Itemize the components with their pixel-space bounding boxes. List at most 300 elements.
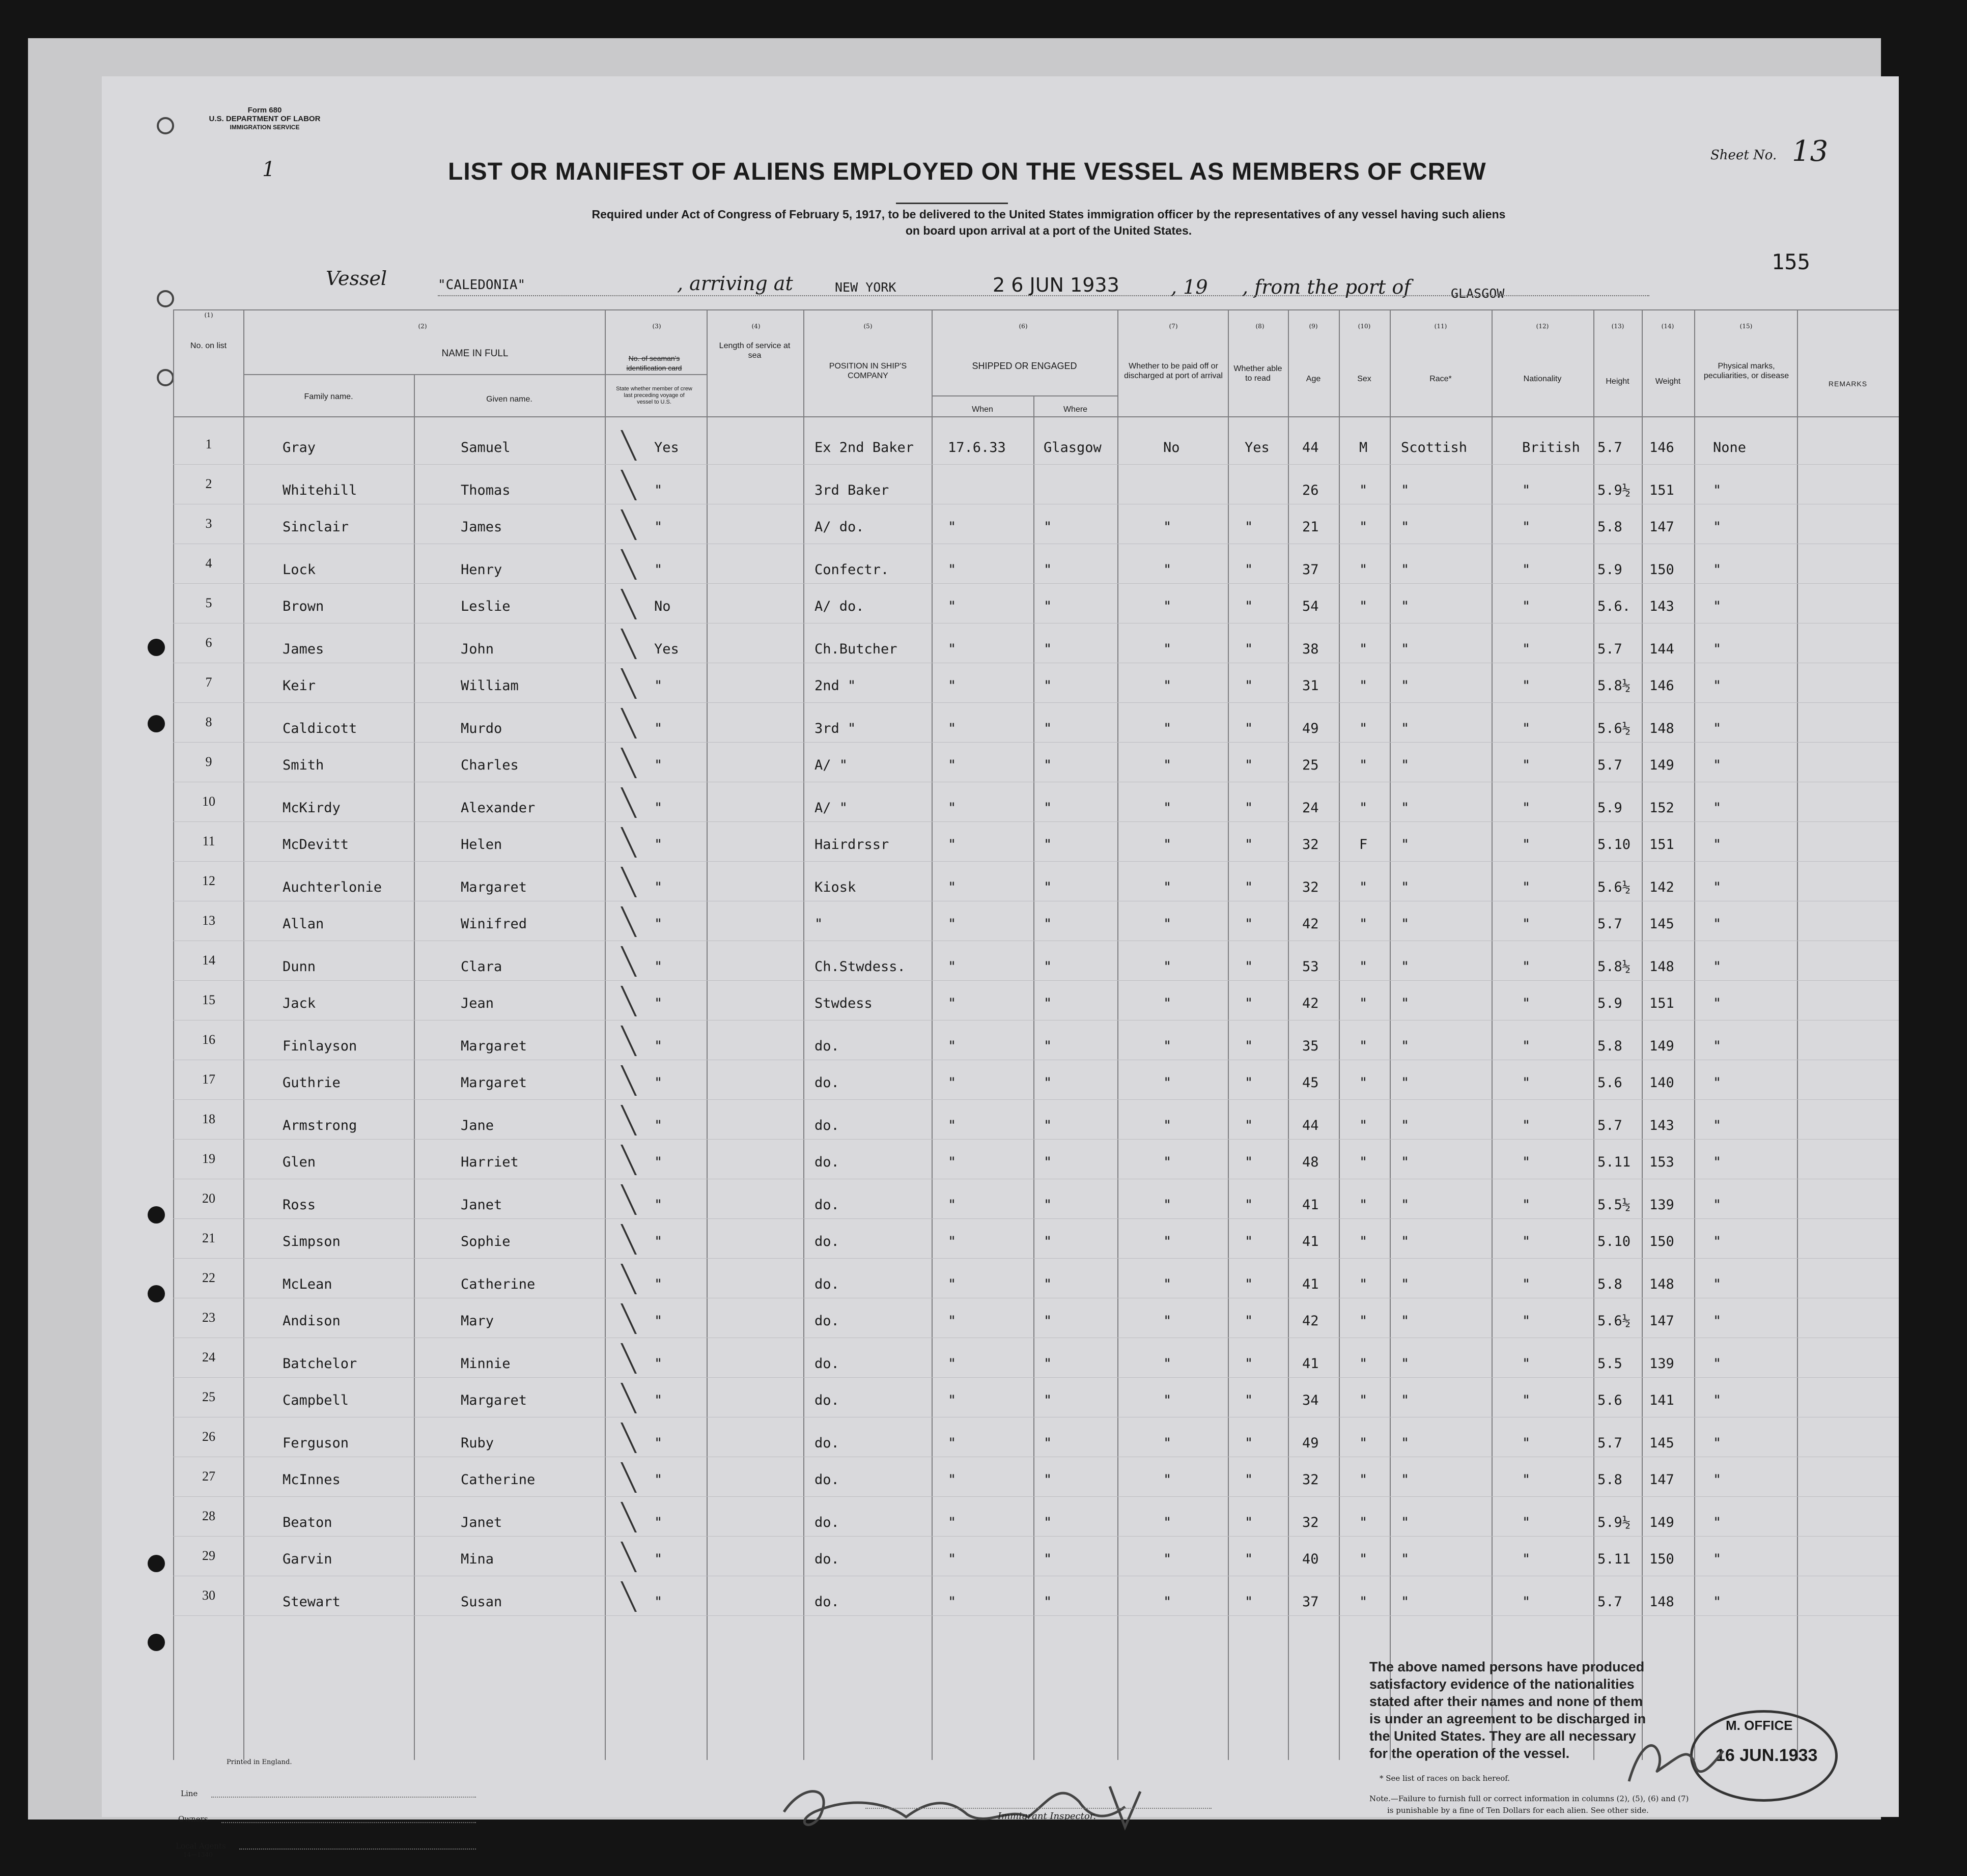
sex: " [1359, 879, 1368, 895]
seaman-card: " [654, 996, 663, 1011]
sex: " [1359, 996, 1368, 1011]
row-number: 2 [205, 476, 212, 491]
header-given-name: Given name. [486, 395, 532, 404]
header-sex: Sex [1357, 375, 1371, 383]
header-name-in-full: NAME IN FULL [441, 348, 509, 359]
row-number: 17 [202, 1072, 215, 1087]
age: 42 [1302, 916, 1319, 932]
arrival-date: 2 6 JUN 1933 [993, 274, 1119, 296]
row-number: 22 [202, 1270, 215, 1285]
race: " [1401, 1515, 1410, 1530]
able-to-read: " [1245, 1551, 1253, 1567]
given-name: Helen [461, 837, 502, 852]
weight: 140 [1649, 1075, 1674, 1091]
name-header-divider [243, 374, 707, 375]
family-name: Jack [283, 996, 316, 1011]
given-name: Sophie [461, 1234, 511, 1249]
row-number: 9 [205, 754, 212, 769]
race: " [1401, 959, 1410, 975]
shipped-when: " [948, 996, 957, 1011]
paid-off: " [1163, 1392, 1172, 1408]
shipped-where: Glasgow [1044, 440, 1102, 456]
check-mark-icon [611, 629, 637, 659]
shipped-when: " [948, 1075, 957, 1091]
race: " [1401, 678, 1410, 694]
seaman-card: " [654, 1276, 663, 1292]
physical-marks: " [1713, 1234, 1722, 1249]
physical-marks: " [1713, 837, 1722, 852]
race-note: * See list of races on back hereof. [1380, 1774, 1510, 1783]
age: 35 [1302, 1038, 1319, 1054]
col-number: (5) [863, 323, 873, 330]
row-number: 8 [205, 715, 212, 729]
table-header-bottom [173, 416, 1899, 417]
nationality: " [1522, 519, 1531, 535]
sex: " [1359, 1197, 1368, 1213]
sex: " [1359, 599, 1368, 614]
sex: " [1359, 562, 1368, 578]
statement-line: the United States. They are all necessary [1369, 1728, 1636, 1744]
age: 31 [1302, 678, 1319, 694]
given-name: Winifred [461, 916, 527, 932]
row-number: 10 [202, 794, 215, 809]
seaman-card: " [654, 800, 663, 816]
shipped-when: " [948, 1392, 957, 1408]
able-to-read: " [1245, 641, 1253, 657]
height: 5.8 [1597, 1276, 1622, 1292]
col-line [414, 374, 415, 1760]
position: Ch.Butcher [814, 641, 897, 657]
age: 45 [1302, 1075, 1319, 1091]
shipped-when: " [948, 599, 957, 614]
height: 5.9 [1597, 800, 1622, 816]
row-number: 30 [202, 1588, 215, 1603]
race: " [1401, 1594, 1410, 1610]
height: 5.7 [1597, 1118, 1622, 1133]
able-to-read: " [1245, 1313, 1253, 1329]
physical-marks: " [1713, 1154, 1722, 1170]
race: " [1401, 1118, 1410, 1133]
shipped-when: " [948, 1515, 957, 1530]
height: 5.6. [1597, 599, 1631, 614]
row-rule [173, 1258, 1899, 1259]
height: 5.6 [1597, 1392, 1622, 1408]
weight: 151 [1649, 996, 1674, 1011]
given-name: Alexander [461, 800, 536, 816]
col-line [1288, 309, 1289, 1760]
weight: 153 [1649, 1154, 1674, 1170]
subtitle-line-2: on board upon arrival at a port of the United States. [905, 224, 1192, 237]
physical-marks: " [1713, 1435, 1722, 1451]
age: 37 [1302, 1594, 1319, 1610]
header-length-service: Length of service at sea [719, 342, 791, 360]
col-number: (7) [1169, 323, 1178, 330]
weight: 143 [1649, 599, 1674, 614]
age: 40 [1302, 1551, 1319, 1567]
shipped-where: " [1044, 879, 1052, 895]
position: do. [814, 1594, 839, 1610]
sex: " [1359, 1435, 1368, 1451]
race: " [1401, 519, 1410, 535]
position: do. [814, 1356, 839, 1372]
family-name: Ferguson [283, 1435, 349, 1451]
position: A/ " [814, 800, 848, 816]
given-name: Thomas [461, 482, 511, 498]
height: 5.9 [1597, 562, 1622, 578]
able-to-read: " [1245, 721, 1253, 736]
row-number: 26 [202, 1429, 215, 1444]
able-to-read: " [1245, 757, 1253, 773]
row-rule [173, 1536, 1899, 1537]
row-number: 23 [202, 1310, 215, 1325]
shipped-when: " [948, 1435, 957, 1451]
row-rule [173, 821, 1899, 822]
family-name: Brown [283, 599, 324, 614]
col-number: (2) [418, 323, 427, 330]
shipped-when: " [948, 1197, 957, 1213]
row-number: 29 [202, 1548, 215, 1563]
race: " [1401, 1197, 1410, 1213]
shipped-where: " [1044, 1075, 1052, 1091]
check-mark-icon [611, 946, 637, 977]
family-name: Andison [283, 1313, 341, 1329]
age: 44 [1302, 1118, 1319, 1133]
table-top-border [173, 309, 1899, 310]
from-port-label: , from the port of [1242, 276, 1411, 298]
race: " [1401, 1075, 1410, 1091]
seaman-card: " [654, 837, 663, 852]
sex: " [1359, 721, 1368, 736]
shipped-where: " [1044, 800, 1052, 816]
nationality: " [1522, 721, 1531, 736]
weight: 149 [1649, 757, 1674, 773]
family-name: McLean [283, 1276, 332, 1292]
paid-off: " [1163, 1118, 1172, 1133]
sex: " [1359, 1276, 1368, 1292]
weight: 146 [1649, 440, 1674, 456]
given-name: Janet [461, 1197, 502, 1213]
col-line [803, 309, 804, 1760]
page-number: 155 [1772, 249, 1810, 274]
sex: " [1359, 678, 1368, 694]
nationality: " [1522, 1313, 1531, 1329]
sex: " [1359, 1075, 1368, 1091]
sex: " [1359, 1551, 1368, 1567]
physical-marks: " [1713, 800, 1722, 816]
check-mark-icon [611, 708, 637, 738]
height: 5.5½ [1597, 1197, 1631, 1213]
nationality: " [1522, 641, 1531, 657]
check-mark-icon [611, 668, 637, 699]
row-number: 16 [202, 1032, 215, 1047]
able-to-read: " [1245, 1075, 1253, 1091]
check-mark-icon [611, 827, 637, 858]
family-name: Guthrie [283, 1075, 341, 1091]
binder-hole [148, 639, 165, 656]
shipped-when: " [948, 519, 957, 535]
sex: " [1359, 757, 1368, 773]
binder-hole [148, 1555, 165, 1572]
row-rule [173, 1139, 1899, 1140]
row-number: 24 [202, 1350, 215, 1365]
age: 41 [1302, 1356, 1319, 1372]
given-name: James [461, 519, 502, 535]
statement-line: is under an agreement to be discharged in [1369, 1711, 1646, 1726]
form-heading [188, 106, 341, 132]
race: " [1401, 1154, 1410, 1170]
sex: " [1359, 1356, 1368, 1372]
shipped-where: " [1044, 916, 1052, 932]
position: do. [814, 1435, 839, 1451]
given-name: Mina [461, 1551, 494, 1567]
row-rule [173, 464, 1899, 465]
shipped-where: " [1044, 678, 1052, 694]
height: 5.11 [1597, 1551, 1631, 1567]
paid-off: " [1163, 721, 1172, 736]
age: 41 [1302, 1234, 1319, 1249]
col-line [1797, 309, 1798, 1760]
nationality: " [1522, 959, 1531, 975]
row-rule [173, 742, 1899, 743]
paid-off: " [1163, 800, 1172, 816]
binder-hole [148, 1285, 165, 1302]
header-position: POSITION IN SHIP'S COMPANY [829, 362, 907, 380]
sex: " [1359, 959, 1368, 975]
physical-marks: " [1713, 562, 1722, 578]
row-number: 7 [205, 675, 212, 690]
age: 25 [1302, 757, 1319, 773]
col-line [1033, 395, 1034, 1760]
header-able-read: Whether able to read [1233, 364, 1282, 383]
weight: 150 [1649, 1234, 1674, 1249]
position: do. [814, 1472, 839, 1488]
paid-off: " [1163, 996, 1172, 1011]
header-nationality: Nationality [1523, 375, 1562, 383]
row-number: 14 [202, 953, 215, 968]
shipped-when: " [948, 1594, 957, 1610]
nationality: " [1522, 1197, 1531, 1213]
nationality: " [1522, 1472, 1531, 1488]
col-number: (10) [1358, 323, 1371, 330]
race: " [1401, 800, 1410, 816]
nationality-statement [1369, 1658, 1646, 1762]
physical-marks: " [1713, 678, 1722, 694]
seaman-card: " [654, 562, 663, 578]
given-name: Ruby [461, 1435, 494, 1451]
race: " [1401, 757, 1410, 773]
line-blank [211, 1797, 476, 1798]
sex: " [1359, 1038, 1368, 1054]
nationality: " [1522, 1594, 1531, 1610]
paid-off: " [1163, 1551, 1172, 1567]
row-number: 19 [202, 1151, 215, 1166]
check-mark-icon [611, 1224, 637, 1255]
height: 5.9½ [1597, 1515, 1631, 1530]
shipped-when: " [948, 1234, 957, 1249]
shipped-where: " [1044, 837, 1052, 852]
sex: " [1359, 916, 1368, 932]
able-to-read: " [1245, 562, 1253, 578]
position: do. [814, 1551, 839, 1567]
weight: 147 [1649, 519, 1674, 535]
given-name: Jean [461, 996, 494, 1011]
nationality: " [1522, 1551, 1531, 1567]
col-line [1117, 309, 1118, 1760]
able-to-read: Yes [1245, 440, 1270, 456]
form-number: Form 680 [247, 106, 282, 115]
height: 5.10 [1597, 1234, 1631, 1249]
header-where: Where [1063, 405, 1088, 414]
family-name: Caldicott [283, 721, 357, 736]
shipped-when: " [948, 1154, 957, 1170]
position: A/ do. [814, 519, 864, 535]
height: 5.5 [1597, 1356, 1622, 1372]
able-to-read: " [1245, 1594, 1253, 1610]
weight: 145 [1649, 1435, 1674, 1451]
sex: M [1359, 440, 1368, 456]
inspector-label: Immigrant Inspector. [998, 1811, 1097, 1822]
row-rule [173, 702, 1899, 703]
race: " [1401, 482, 1410, 498]
row-number: 25 [202, 1389, 215, 1404]
weight: 151 [1649, 837, 1674, 852]
check-mark-icon [611, 906, 637, 937]
position: 3rd Baker [814, 482, 889, 498]
check-mark-icon [611, 1343, 637, 1374]
weight: 148 [1649, 1276, 1674, 1292]
given-name: Samuel [461, 440, 511, 456]
position: do. [814, 1075, 839, 1091]
family-name: McKirdy [283, 800, 341, 816]
family-name: Campbell [283, 1392, 349, 1408]
height: 5.7 [1597, 757, 1622, 773]
shipped-where: " [1044, 1197, 1052, 1213]
shipped-where: " [1044, 1435, 1052, 1451]
physical-marks: " [1713, 879, 1722, 895]
paid-off: " [1163, 641, 1172, 657]
position: do. [814, 1234, 839, 1249]
age: 54 [1302, 599, 1319, 614]
able-to-read: " [1245, 1356, 1253, 1372]
age: 38 [1302, 641, 1319, 657]
shipped-when: " [948, 562, 957, 578]
seaman-card: No [654, 599, 671, 614]
age: 24 [1302, 800, 1319, 816]
paid-off: " [1163, 1038, 1172, 1054]
vessel-label: Vessel [326, 267, 387, 290]
department: U.S. DEPARTMENT OF LABOR [209, 115, 321, 123]
physical-marks: " [1713, 1197, 1722, 1213]
age: 32 [1302, 837, 1319, 852]
race: " [1401, 879, 1410, 895]
physical-marks: " [1713, 757, 1722, 773]
paid-off: " [1163, 1515, 1172, 1530]
check-mark-icon [611, 986, 637, 1016]
given-name: Margaret [461, 879, 527, 895]
row-number: 18 [202, 1112, 215, 1126]
shipped-where: " [1044, 519, 1052, 535]
header-height: Height [1606, 377, 1629, 386]
position: A/ " [814, 757, 848, 773]
nationality: " [1522, 1038, 1531, 1054]
shipped-where: " [1044, 1313, 1052, 1329]
penalty-note-1: Note.—Failure to furnish full or correct information in columns (2), (5), (6) and (7) [1369, 1794, 1689, 1803]
shipped-where: " [1044, 1472, 1052, 1488]
row-rule [173, 1377, 1899, 1378]
statement-line: The above named persons have produced [1369, 1659, 1645, 1674]
owners-blank [221, 1822, 476, 1823]
nationality: " [1522, 800, 1531, 816]
row-number: 1 [205, 437, 212, 451]
height: 5.8 [1597, 1038, 1622, 1054]
nationality: " [1522, 1154, 1531, 1170]
paid-off: " [1163, 1234, 1172, 1249]
inspector-line [865, 1808, 1212, 1809]
nationality: " [1522, 1075, 1531, 1091]
agents-blank [239, 1849, 476, 1850]
weight: 139 [1649, 1356, 1674, 1372]
age: 41 [1302, 1197, 1319, 1213]
nationality: " [1522, 599, 1531, 614]
seaman-card: " [654, 1038, 663, 1054]
check-mark-icon [611, 867, 637, 897]
row-rule [173, 861, 1899, 862]
nationality: " [1522, 678, 1531, 694]
family-name: Armstrong [283, 1118, 357, 1133]
sex: F [1359, 837, 1368, 852]
position: do. [814, 1313, 839, 1329]
height: 5.10 [1597, 837, 1631, 852]
paid-off: " [1163, 678, 1172, 694]
nationality: " [1522, 482, 1531, 498]
nationality: " [1522, 1515, 1531, 1530]
row-number: 13 [202, 913, 215, 928]
position: Hairdrssr [814, 837, 889, 852]
check-mark-icon [611, 589, 637, 619]
from-port: GLASGOW [1451, 286, 1505, 301]
row-rule [173, 980, 1899, 981]
inspector-signature [774, 1771, 1156, 1842]
header-seaman-card-note: State whether member of crew last preceding voyage of vessel to U.S. [616, 386, 692, 405]
given-name: William [461, 678, 519, 694]
shipped-where: " [1044, 959, 1052, 975]
shipped-when: " [948, 678, 957, 694]
race: " [1401, 996, 1410, 1011]
given-name: Henry [461, 562, 502, 578]
shipped-when: " [948, 1276, 957, 1292]
statement-line: satisfactory evidence of the nationalities [1369, 1676, 1635, 1692]
paid-off: " [1163, 1154, 1172, 1170]
sex: " [1359, 1118, 1368, 1133]
weight: 147 [1649, 1313, 1674, 1329]
arriving-label: , arriving at [677, 272, 793, 295]
seaman-card: " [654, 1392, 663, 1408]
check-mark-icon [611, 1184, 637, 1215]
row-number: 12 [202, 873, 215, 888]
age: 21 [1302, 519, 1319, 535]
family-name: Beaton [283, 1515, 332, 1530]
family-name: Smith [283, 757, 324, 773]
able-to-read: " [1245, 1197, 1253, 1213]
paid-off: " [1163, 599, 1172, 614]
age: 44 [1302, 440, 1319, 456]
row-number: 4 [205, 556, 212, 571]
shipped-where: " [1044, 721, 1052, 736]
check-mark-icon [611, 1105, 637, 1135]
col-line [1339, 309, 1340, 1760]
given-name: Margaret [461, 1038, 527, 1054]
race: " [1401, 1356, 1410, 1372]
